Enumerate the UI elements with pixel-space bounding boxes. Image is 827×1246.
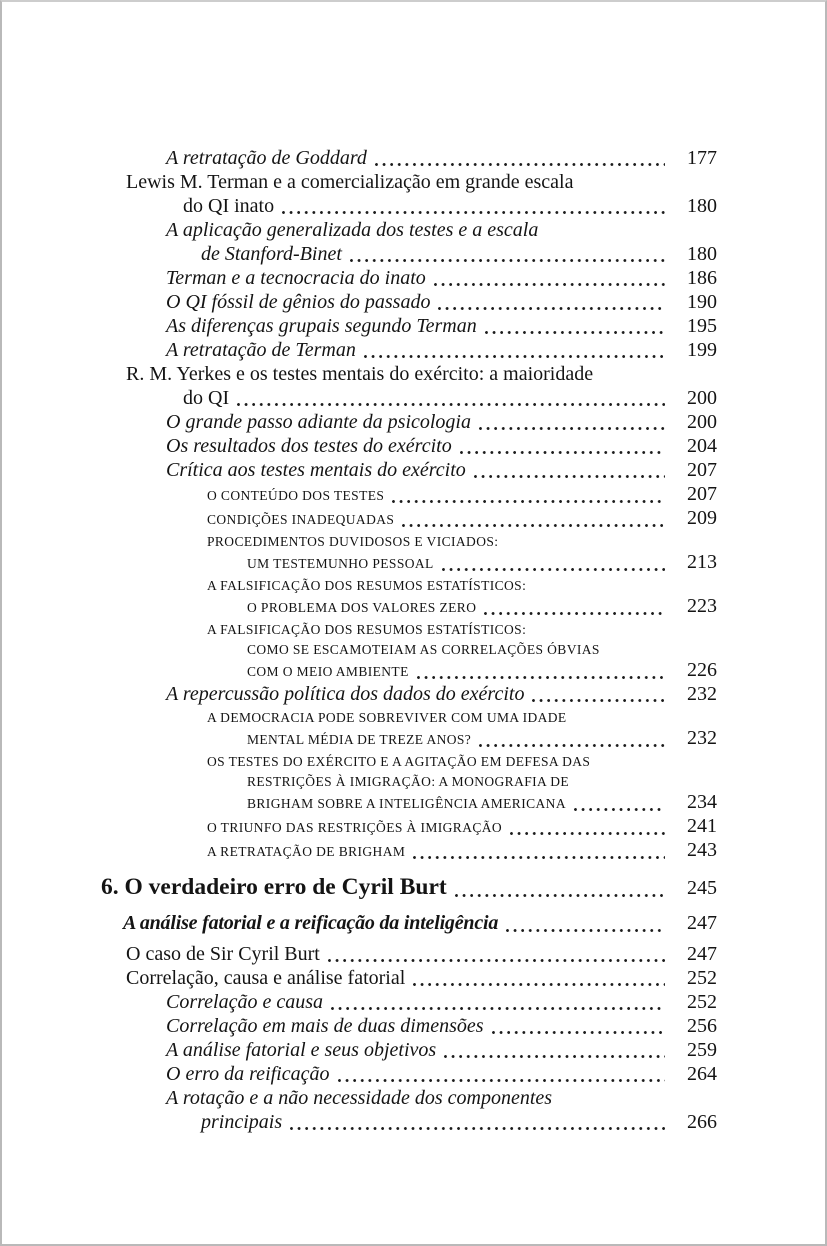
entry-title: A retratação de Terman bbox=[166, 339, 356, 361]
entry-title: do QI inato bbox=[183, 195, 275, 217]
toc-entry bbox=[2, 576, 825, 618]
entry-title: Os resultados dos testes do exército bbox=[166, 435, 452, 457]
toc-entry bbox=[2, 146, 825, 170]
toc-entry-line bbox=[2, 458, 825, 482]
page-number: 223 bbox=[687, 595, 717, 617]
page-number: 200 bbox=[687, 411, 717, 433]
entry-title: CONDIÇÕES INADEQUADAS bbox=[207, 512, 395, 527]
dot-leader bbox=[280, 194, 665, 218]
dot-leader bbox=[477, 728, 665, 750]
entry-title: As diferenças grupais segundo Terman bbox=[166, 315, 477, 337]
page-number: 232 bbox=[687, 727, 717, 749]
page-number: 256 bbox=[687, 1015, 717, 1037]
page-number: 243 bbox=[687, 839, 717, 861]
toc-entry-line bbox=[2, 872, 825, 903]
entry-title: de Stanford-Binet bbox=[201, 243, 342, 265]
entry-title: Lewis M. Terman e a comercialização em grande escala bbox=[126, 171, 574, 193]
dot-leader bbox=[472, 458, 665, 482]
page-number: 266 bbox=[687, 1111, 717, 1133]
entry-title: A retratação de Goddard bbox=[166, 147, 367, 169]
page-number: 204 bbox=[687, 435, 717, 457]
toc-entry-line bbox=[2, 728, 825, 750]
entry-title: A DEMOCRACIA PODE SOBREVIVER COM UMA IDADE bbox=[207, 710, 567, 725]
page-number: 180 bbox=[687, 243, 717, 265]
page-number: 245 bbox=[687, 877, 717, 899]
entry-title: A análise fatorial e seus objetivos bbox=[166, 1039, 437, 1061]
toc-entry-line bbox=[2, 434, 825, 458]
toc-entry-line bbox=[2, 508, 825, 530]
toc-entry bbox=[2, 484, 825, 506]
toc-entry bbox=[2, 1014, 825, 1038]
toc-entry bbox=[2, 508, 825, 530]
toc-entry-line bbox=[2, 532, 825, 552]
entry-title: A RETRATAÇÃO DE BRIGHAM bbox=[207, 844, 406, 859]
toc-entry-line bbox=[2, 266, 825, 290]
entry-title: O caso de Sir Cyril Burt bbox=[126, 943, 320, 965]
toc-entry-line bbox=[2, 552, 825, 574]
entry-title: O CONTEÚDO DOS TESTES bbox=[207, 488, 385, 503]
page-number: 247 bbox=[687, 912, 717, 934]
page-number: 200 bbox=[687, 387, 717, 409]
page-number: 190 bbox=[687, 291, 717, 313]
entry-title: COMO SE ESCAMOTEIAM AS CORRELAÇÕES ÓBVIAS bbox=[247, 642, 600, 657]
dot-leader bbox=[530, 682, 665, 706]
toc-entry bbox=[2, 1062, 825, 1086]
entry-title: A análise fatorial e a reificação da inteligência bbox=[123, 912, 499, 934]
toc-entry bbox=[2, 1038, 825, 1062]
entry-title: Terman e a tecnocracia do inato bbox=[166, 267, 426, 289]
toc-entry-line bbox=[2, 576, 825, 596]
entry-title: MENTAL MÉDIA DE TREZE ANOS? bbox=[247, 732, 472, 747]
toc-entry bbox=[2, 218, 825, 266]
entry-title: A FALSIFICAÇÃO DOS RESUMOS ESTATÍSTICOS: bbox=[207, 578, 527, 593]
toc-entry-line bbox=[2, 966, 825, 990]
entry-title: Correlação e causa bbox=[166, 991, 324, 1013]
dot-leader bbox=[288, 1110, 665, 1134]
entry-title: A rotação e a não necessidade dos componentes bbox=[166, 1087, 553, 1109]
toc-entry bbox=[2, 942, 825, 966]
entry-title: RESTRIÇÕES À IMIGRAÇÃO: A MONOGRAFIA DE bbox=[247, 774, 570, 789]
toc-entry-line bbox=[2, 772, 825, 792]
toc-entry-line bbox=[2, 170, 825, 194]
toc-entry bbox=[2, 338, 825, 362]
toc-entry-line bbox=[2, 596, 825, 618]
dot-leader bbox=[477, 410, 665, 434]
entry-title: O grande passo adiante da psicologia bbox=[166, 411, 471, 433]
dot-leader bbox=[235, 386, 665, 410]
toc-entry bbox=[2, 911, 825, 936]
toc-entry bbox=[2, 990, 825, 1014]
toc-entry-line bbox=[2, 1110, 825, 1134]
toc-entry bbox=[2, 872, 825, 903]
entry-title: OS TESTES DO EXÉRCITO E A AGITAÇÃO EM DEFESA DAS bbox=[207, 754, 591, 769]
dot-leader bbox=[336, 1062, 666, 1086]
dot-leader bbox=[482, 596, 665, 618]
toc-entry-line bbox=[2, 816, 825, 838]
page-number: 199 bbox=[687, 339, 717, 361]
dot-leader bbox=[400, 508, 665, 530]
toc-entry bbox=[2, 290, 825, 314]
dot-leader bbox=[373, 146, 665, 170]
dot-leader bbox=[572, 792, 665, 814]
toc-entry bbox=[2, 966, 825, 990]
toc-entry-line bbox=[2, 911, 825, 936]
toc-entry-line bbox=[2, 620, 825, 640]
toc-entry-line bbox=[2, 1038, 825, 1062]
dot-leader bbox=[458, 434, 665, 458]
toc-entry-line bbox=[2, 660, 825, 682]
dot-leader bbox=[490, 1014, 665, 1038]
entry-title: O TRIUNFO DAS RESTRIÇÕES À IMIGRAÇÃO bbox=[207, 820, 503, 835]
toc-entry-line bbox=[2, 708, 825, 728]
toc-entry bbox=[2, 532, 825, 574]
toc-entry-line bbox=[2, 1014, 825, 1038]
toc-entry-line bbox=[2, 290, 825, 314]
toc-entry-line bbox=[2, 362, 825, 386]
entry-title: A aplicação generalizada dos testes e a escala bbox=[166, 219, 539, 241]
toc-entry bbox=[2, 682, 825, 706]
page-number: 226 bbox=[687, 659, 717, 681]
page-number: 207 bbox=[687, 459, 717, 481]
dot-leader bbox=[348, 242, 665, 266]
toc-entry bbox=[2, 170, 825, 218]
page-number: 180 bbox=[687, 195, 717, 217]
page-number: 252 bbox=[687, 967, 717, 989]
page-number: 213 bbox=[687, 551, 717, 573]
entry-title: O QI fóssil de gênios do passado bbox=[166, 291, 431, 313]
page-number: 186 bbox=[687, 267, 717, 289]
toc-entry bbox=[2, 458, 825, 482]
dot-leader bbox=[453, 872, 665, 903]
toc-entry-line bbox=[2, 840, 825, 862]
toc-entry-line bbox=[2, 752, 825, 772]
toc-entry-line bbox=[2, 484, 825, 506]
entry-title: 6. O verdadeiro erro de Cyril Burt bbox=[101, 874, 447, 900]
entry-title: Correlação, causa e análise fatorial bbox=[126, 967, 406, 989]
entry-title: BRIGHAM SOBRE A INTELIGÊNCIA AMERICANA bbox=[247, 796, 566, 811]
dot-leader bbox=[440, 552, 665, 574]
dot-leader bbox=[326, 942, 665, 966]
toc-entry-line bbox=[2, 146, 825, 170]
entry-title: A FALSIFICAÇÃO DOS RESUMOS ESTATÍSTICOS: bbox=[207, 622, 527, 637]
entry-title: R. M. Yerkes e os testes mentais do exército: a maioridade bbox=[126, 363, 594, 385]
page-number: 247 bbox=[687, 943, 717, 965]
dot-leader bbox=[483, 314, 665, 338]
dot-leader bbox=[432, 266, 665, 290]
page-number: 207 bbox=[687, 483, 717, 505]
toc-entry bbox=[2, 362, 825, 410]
toc-entry-line bbox=[2, 218, 825, 242]
toc-entry bbox=[2, 1086, 825, 1134]
page-number: 252 bbox=[687, 991, 717, 1013]
entry-title: UM TESTEMUNHO PESSOAL bbox=[247, 556, 434, 571]
dot-leader bbox=[329, 990, 665, 1014]
entry-title: Crítica aos testes mentais do exército bbox=[166, 459, 466, 481]
entry-title: Correlação em mais de duas dimensões bbox=[166, 1015, 484, 1037]
toc-entry bbox=[2, 816, 825, 838]
toc-entry bbox=[2, 752, 825, 814]
page-number: 241 bbox=[687, 815, 717, 837]
entry-title: principais bbox=[201, 1111, 283, 1133]
dot-leader bbox=[390, 484, 665, 506]
toc-entry-line bbox=[2, 410, 825, 434]
toc-entry bbox=[2, 434, 825, 458]
toc-entry-line bbox=[2, 990, 825, 1014]
page-number: 234 bbox=[687, 791, 717, 813]
toc-entry-line bbox=[2, 640, 825, 660]
toc-entry-line bbox=[2, 1086, 825, 1110]
page-number: 177 bbox=[687, 147, 717, 169]
toc-entry-line bbox=[2, 1062, 825, 1086]
entry-title: PROCEDIMENTOS DUVIDOSOS E VICIADOS: bbox=[207, 534, 499, 549]
toc-entry bbox=[2, 840, 825, 862]
toc-entry bbox=[2, 266, 825, 290]
toc-entry bbox=[2, 410, 825, 434]
dot-leader bbox=[508, 816, 665, 838]
toc-entry-line bbox=[2, 242, 825, 266]
page-number: 259 bbox=[687, 1039, 717, 1061]
dot-leader bbox=[411, 966, 665, 990]
table-of-contents bbox=[2, 146, 825, 1134]
entry-title: O erro da reificação bbox=[166, 1063, 330, 1085]
dot-leader bbox=[442, 1038, 665, 1062]
entry-title: O PROBLEMA DOS VALORES ZERO bbox=[247, 600, 477, 615]
toc-entry bbox=[2, 620, 825, 682]
entry-title: COM O MEIO AMBIENTE bbox=[247, 664, 409, 679]
page-number: 195 bbox=[687, 315, 717, 337]
page-number: 232 bbox=[687, 683, 717, 705]
page-number: 264 bbox=[687, 1063, 717, 1085]
dot-leader bbox=[415, 660, 665, 682]
toc-entry-line bbox=[2, 314, 825, 338]
toc-entry bbox=[2, 314, 825, 338]
dot-leader bbox=[436, 290, 665, 314]
entry-title: do QI bbox=[183, 387, 230, 409]
toc-entry-line bbox=[2, 682, 825, 706]
dot-leader bbox=[411, 840, 665, 862]
dot-leader bbox=[504, 911, 665, 936]
entry-title: A repercussão política dos dados do exército bbox=[166, 683, 525, 705]
toc-entry-line bbox=[2, 386, 825, 410]
toc-entry-line bbox=[2, 194, 825, 218]
page-number: 209 bbox=[687, 507, 717, 529]
toc-entry bbox=[2, 708, 825, 750]
dot-leader bbox=[362, 338, 665, 362]
toc-entry-line bbox=[2, 942, 825, 966]
toc-entry-line bbox=[2, 792, 825, 814]
toc-entry-line bbox=[2, 338, 825, 362]
